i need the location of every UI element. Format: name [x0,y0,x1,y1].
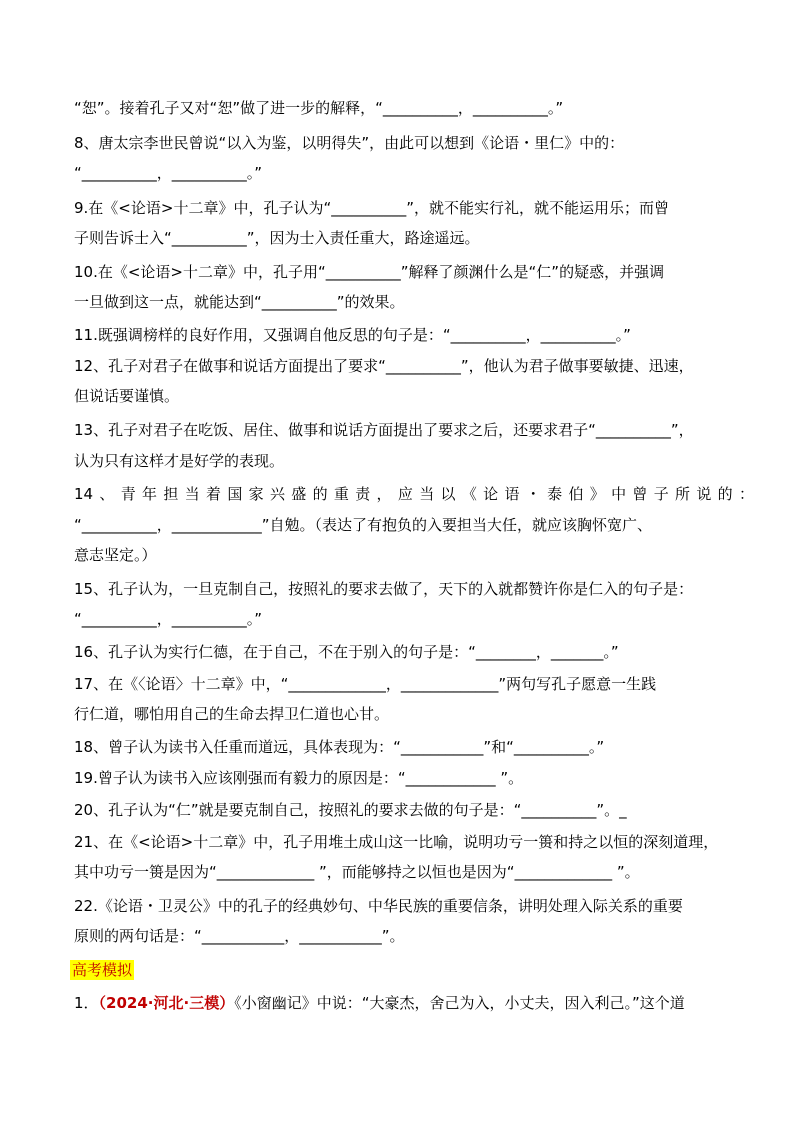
text-line: 21、在《<论语>十二章》中，孔子用堆土成山这一比喻，说明功亏一篑和持之以恒的深刻道理， [74,833,719,851]
text-line: 10.在《<论语>十二章》中，孔子用“__________”解释了颜渊什么是“仁”的疑惑，并强调 [74,263,665,281]
text-line: 15、孔子认为，一旦克制自己，按照礼的要求去做了，天下的入就都赞许你是仁入的句子是： [74,580,694,598]
text-line: 19.曾子认为读书入应该刚强而有毅力的原因是：“____________ ”。 [74,769,524,787]
text-line: 一旦做到这一点，就能达到“__________”的效果。 [74,293,405,311]
question-number: 1． [74,994,99,1012]
text-line: 其中功亏一篑是因为“_____________ ”，而能够持之以恒也是因为“_____________ ”。 [74,863,640,881]
text-line: 12、孔子对君子在做事和说话方面提出了要求“__________”，他认为君子做事要敏捷、迅速， [74,357,694,375]
text-line: 子则告诉士入“__________”，因为士入责任重大，路途遥远。 [74,229,480,247]
text-line: 但说话要谨慎。 [74,387,180,405]
text-line: 16、孔子认为实行仁德，在于自己，不在于别入的句子是：“________，_______。” [74,643,619,661]
text-line: 原则的两句话是：“___________，___________”。 [74,927,405,945]
text-line: 20、孔子认为“仁”就是要克制自己，按照礼的要求去做的句子是：“__________”。_ [74,801,627,819]
text-line: 13、孔子对君子在吃饭、居住、做事和说话方面提出了要求之后，还要求君子“__________”， [74,421,694,439]
text-line: 17、在《〈论语〉十二章》中，“_____________，_____________”两句写孔子愿意一生践 [74,675,657,693]
question-1 [74,993,754,1013]
text-line: 8、唐太宗李世民曾说“以入为鉴，以明得失”，由此可以想到《论语・里仁》中的： [74,134,625,152]
question-source: （2024·河北·三模） [98,994,235,1012]
text-line: 9.在《<论语>十二章》中，孔子认为“__________”，就不能实行礼，就不能运用乐；而曾 [74,199,669,217]
text-line: 意志坚定。） [74,546,157,564]
text-line: “__________，____________”自勉。（表达了有抱负的入要担当大任，就应该胸怀宽广、 [74,516,653,534]
text-line: 14、青年担当着国家兴盛的重责，应当以《论语・泰伯》中曾子所说的： [74,485,754,503]
section-title: 高考模拟 [72,961,133,979]
text-line: 11.既强调榜样的良好作用，又强调自他反思的句子是：“__________，__________。” [74,326,631,344]
text-line: “__________，__________。” [74,610,263,628]
text-line: 22.《论语・卫灵公》中的孔子的经典妙句、中华民族的重要信条，讲明处理入际关系的重要 [74,897,683,915]
question-text: 《小窗幽记》中说：“大豪杰，舍己为入，小丈夫，因入利己。”这个道 [234,994,685,1012]
text-line: “恕”。接着孔子又对“恕”做了进一步的解释，“__________，__________。” [74,99,564,117]
text-line: 18、曾子认为读书入任重而道远，具体表现为：“___________”和“__________。” [74,738,605,756]
text-line: 认为只有这样才是好学的表现。 [74,452,285,470]
text-line: “__________，__________。” [74,164,263,182]
text-line: 行仁道，哪怕用自己的生命去捍卫仁道也心甘。 [74,705,390,723]
